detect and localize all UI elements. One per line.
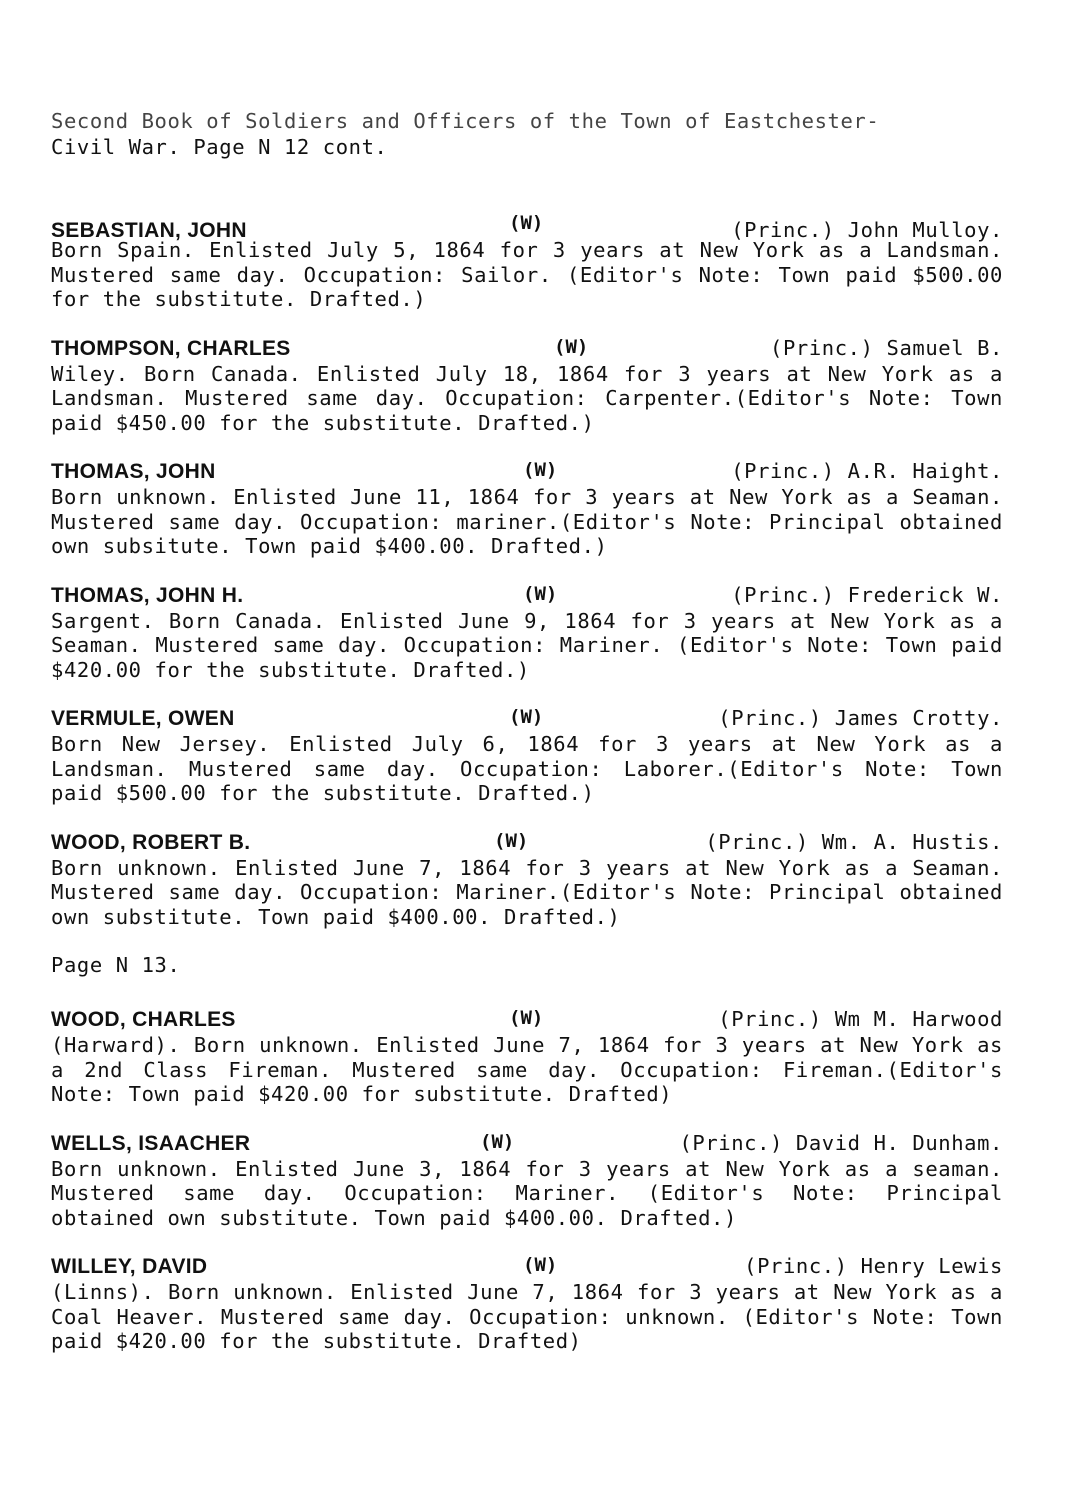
soldier-entry (51, 1254, 1003, 1354)
race-marker: (W) (523, 1254, 558, 1276)
principal-name: (Princ.) James Crotty. (718, 706, 1003, 730)
principal-name: (Princ.) Wm. A. Hustis. (705, 829, 1003, 854)
entry-text: Wiley. Born Canada. Enlisted July 18, 1864 for 3 years at New York as a Landsman. Mustered same day. Occupation: Carpenter.(Editor's Note: Town paid $450.00 for the substitute. Drafted.) (51, 361, 1003, 435)
race-marker: (W) (480, 1130, 515, 1153)
page-marker: Page N 13. (51, 953, 181, 977)
soldier-name: WOOD, CHARLES (51, 1008, 236, 1031)
principal-name: (Princ.) Samuel B. (770, 335, 1003, 360)
entry-text: Born unknown. Enlisted June 11, 1864 for 3 years at New York as a Seaman. Mustered same day. Occupation: mariner.(Editor's Note: Principal obtained own subsitute. Town paid $400.00. Drafted.) (51, 485, 1003, 558)
entry-text: Sargent. Born Canada. Enlisted June 9, 1864 for 3 years at New York as a Seaman. Mustered same day. Occupation: Mariner. (Editor's Note: Town paid $420.00 for the substitute. Drafted.) (51, 608, 1003, 682)
soldier-entry (51, 459, 1003, 559)
soldier-name: SEBASTIAN, JOHN (51, 219, 247, 242)
entry-text: (Harward). Born unknown. Enlisted June 7, 1864 for 3 years at New York as a 2nd Class Fireman. Mustered same day. Occupation: Fireman.(Editor's Note: Town paid $420.00 for substitute. Drafted) (51, 1033, 1003, 1106)
race-marker: (W) (523, 582, 558, 605)
soldier-name: THOMAS, JOHN H. (51, 583, 244, 607)
entry-text: Born New Jersey. Enlisted July 6, 1864 for 3 years at New York as a Landsman. Mustered same day. Occupation: Laborer.(Editor's Note: Town paid $500.00 for the substitute. Drafted.) (51, 732, 1003, 805)
principal-name: (Princ.) A.R. Haight. (731, 459, 1003, 483)
document-page (51, 108, 1003, 1378)
principal-name: (Princ.) Henry Lewis (744, 1254, 1003, 1278)
soldier-entry (51, 706, 1003, 806)
entry-text: (Linns). Born unknown. Enlisted June 7, 1864 for 3 years at New York as a Coal Heaver. Mustered same day. Occupation: unknown. (Editor's Note: Town paid $420.00 for the substitute. Drafted) (51, 1280, 1003, 1353)
soldier-name: THOMAS, JOHN (51, 460, 216, 483)
soldier-entry (51, 336, 1003, 436)
soldier-name: WILLEY, DAVID (51, 1255, 208, 1278)
soldier-entry (51, 1131, 1003, 1231)
race-marker: (W) (554, 335, 589, 358)
soldier-name: WOOD, ROBERT B. (51, 830, 251, 854)
race-marker: (W) (494, 829, 529, 852)
entry-text: Born Spain. Enlisted July 5, 1864 for 3 years at New York as a Landsman. Mustered same day. Occupation: Sailor. (Editor's Note: Town paid $500.00 for the substitute. Drafted.) (51, 238, 1003, 311)
soldier-entry (51, 830, 1003, 930)
soldier-entry (51, 583, 1003, 683)
soldier-entry (51, 1007, 1003, 1107)
race-marker: (W) (509, 706, 544, 728)
header-subtitle-line: Civil War. Page N 12 cont. (51, 135, 388, 159)
race-marker: (W) (509, 212, 544, 234)
soldier-name: VERMULE, OWEN (51, 707, 235, 730)
entry-text: Born unknown. Enlisted June 7, 1864 for 3 years at New York as a Seaman. Mustered same day. Occupation: Mariner.(Editor's Note: Principal obtained own substitute. Town paid $400.00. Drafted.) (51, 855, 1003, 929)
principal-name: (Princ.) Wm M. Harwood (718, 1007, 1003, 1031)
principal-name: (Princ.) Frederick W. (731, 582, 1003, 607)
soldier-name: THOMPSON, CHARLES (51, 336, 291, 360)
principal-name: (Princ.) David H. Dunham. (679, 1130, 1003, 1155)
soldier-entry (51, 212, 1003, 312)
race-marker: (W) (523, 459, 558, 481)
soldier-name: WELLS, ISAACHER (51, 1131, 251, 1155)
entry-text: Born unknown. Enlisted June 3, 1864 for 3 years at New York as a seaman. Mustered same day. Occupation: Mariner. (Editor's Note: Principal obtained own substitute. Town paid $400.00. Drafted.) (51, 1156, 1003, 1230)
principal-name: (Princ.) John Mulloy. (731, 218, 1003, 242)
document-header (51, 108, 1003, 160)
header-title-line: Second Book of Soldiers and Officers of the Town of Eastchester- (51, 109, 880, 133)
race-marker: (W) (509, 1007, 544, 1029)
